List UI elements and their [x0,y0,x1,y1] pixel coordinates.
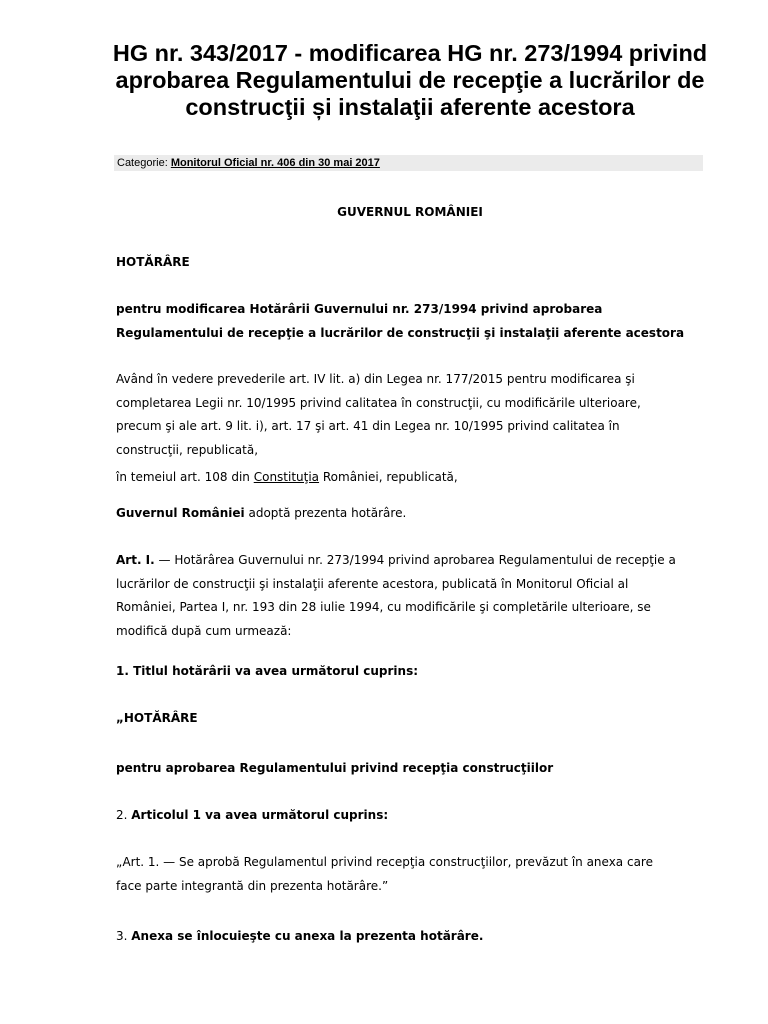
quote-line: „Art. 1. — Se aprobă Regulamentul privind recepţia construcţiilor, prevăzut în anexa care [116,855,653,869]
article-line: modifică după cum urmează: [116,623,292,638]
point-text: Anexa se înlocuieşte cu anexa la prezenta hotărâre. [131,929,484,943]
preamble-line: precum şi ale art. 9 lit. i), art. 17 şi art. 41 din Legea nr. 10/1995 privind calitatea în [116,419,620,433]
government-name: Guvernul României [116,506,245,520]
legal-basis-paragraph [116,466,708,490]
article-one-paragraph [116,549,708,643]
category-bar [114,155,703,171]
constitution-link[interactable]: Constituţia [253,470,320,484]
page-title: HG nr. 343/2017 - modificarea HG nr. 273/1994 privind aprobarea Regulamentului de recepţie a lucrărilor de construcţii și instalaţii aferente acestora [112,40,708,120]
preamble-paragraph [116,368,708,462]
preamble-line: construcţii, republicată, [116,442,259,457]
category-link[interactable]: Monitorul Oficial nr. 406 din 30 mai 2017 [170,157,380,169]
article-line: lucrărilor de construcţii şi instalaţii aferente acestora, publicată în Monitorul Oficial al [116,576,629,591]
point-number: 2. [116,808,132,822]
article-one-quote [116,851,708,898]
article-label: Art. I. [116,553,155,567]
point-two-heading [116,804,708,828]
article-text: — Hotărârea Guvernului nr. 273/1994 privind aprobarea Regulamentului de recepţie a [154,553,676,567]
legal-basis-text: în temeiul art. 108 din [116,470,254,484]
issuer-heading: GUVERNUL ROMÂNIEI [337,205,483,219]
point-text: Articolul 1 va avea următorul cuprins: [131,808,389,822]
adoption-text: adoptă prezenta hotărâre. [244,506,407,520]
point-number: 3. [116,929,132,943]
act-type-heading: HOTĂRÂRE [116,255,190,269]
adoption-paragraph [116,502,708,526]
article-line [116,549,708,573]
preamble-line: Având în vedere prevederile art. IV lit. a) din Legea nr. 177/2015 pentru modificarea şi [116,372,635,386]
quoted-subject: pentru aprobarea Regulamentului privind recepţia construcţiilor [116,761,554,775]
preamble-line: completarea Legii nr. 10/1995 privind calitatea în construcţii, cu modificările ulterioare, [116,395,641,410]
point-one-heading: 1. Titlul hotărârii va avea următorul cuprins: [116,664,419,678]
legal-basis-text: României, republicată, [319,470,458,484]
quote-line: face parte integrantă din prezenta hotărâre.” [116,878,389,893]
act-subject-line: Regulamentului de recepţie a lucrărilor de construcţii şi instalaţii aferente acestora [116,325,685,340]
article-line: României, Partea I, nr. 193 din 28 iulie 1994, cu modificările şi completările ulterioare, se [116,600,651,614]
point-three-heading [116,925,708,949]
quoted-title-heading: „HOTĂRÂRE [116,711,198,725]
act-subject [116,298,708,345]
act-subject-line: pentru modificarea Hotărârii Guvernului nr. 273/1994 privind aprobarea [116,302,603,316]
category-label: Categorie: [117,157,168,169]
